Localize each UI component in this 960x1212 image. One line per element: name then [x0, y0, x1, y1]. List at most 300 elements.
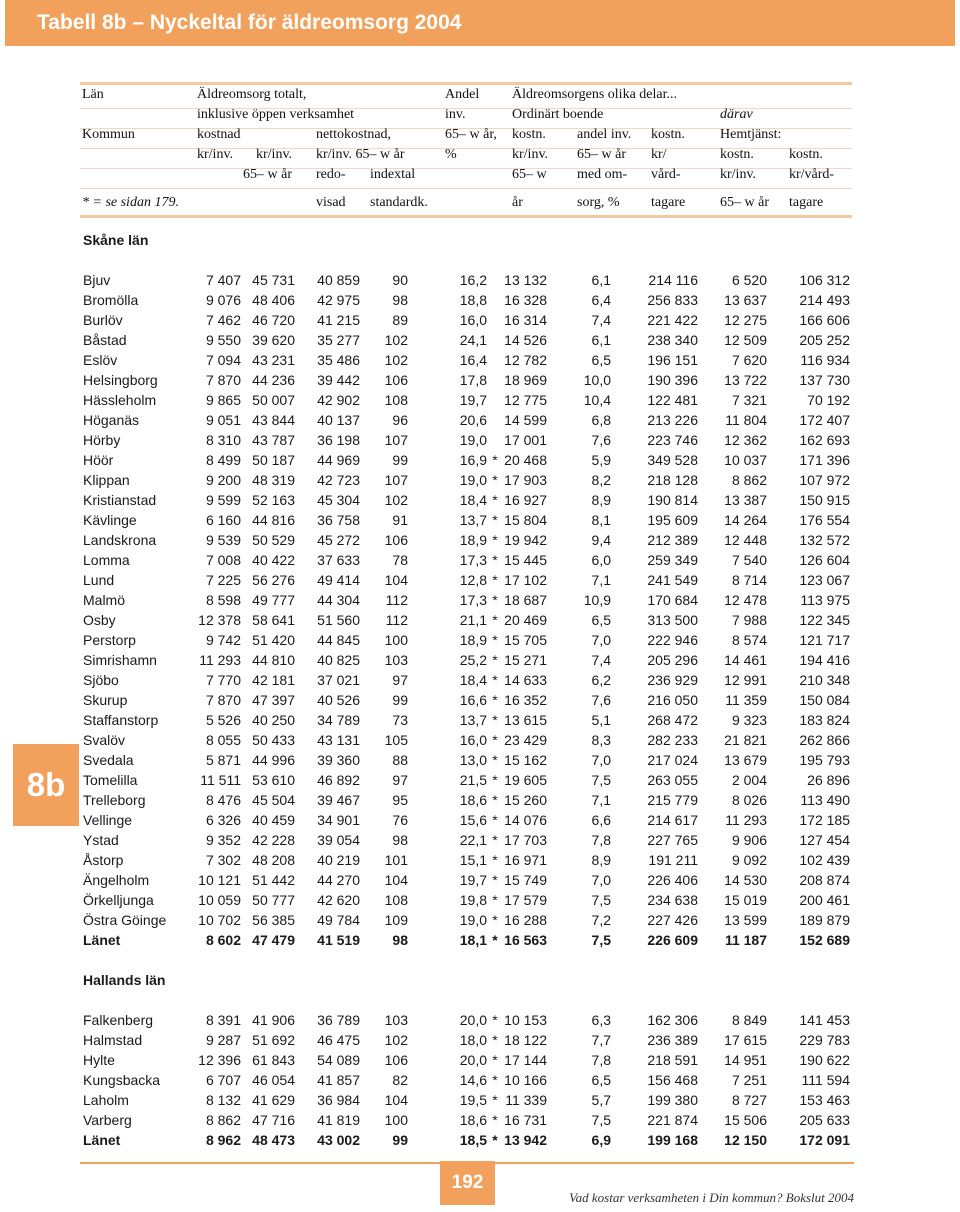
hemtjanst-kr-inv: 17 615 [724, 1032, 767, 1048]
kr-inv-65: 39 620 [252, 332, 295, 348]
table-row [83, 1110, 855, 1130]
footnote-star: * [492, 452, 498, 468]
hemtjanst-kr-vardtagare: 172 407 [799, 412, 850, 428]
kr-inv-65: 47 479 [252, 932, 295, 948]
andel-pct: 18,9 [459, 532, 487, 548]
andel-pct: 15,6 [459, 812, 487, 828]
nettokostnad-65: 36 789 [317, 1012, 360, 1028]
indextal: 104 [384, 572, 408, 588]
kostnad-kr-inv: 7 302 [205, 852, 241, 868]
hemtjanst-kr-inv: 13 387 [724, 492, 767, 508]
footnote-star: * [492, 632, 498, 648]
kr-vardtagare: 282 233 [647, 732, 698, 748]
total-row [83, 1130, 855, 1150]
andel-pct: 13,7 [459, 712, 487, 728]
footnote-star: * [492, 592, 498, 608]
indextal: 102 [384, 352, 408, 368]
andel-pct: 13,0 [459, 752, 487, 768]
nettokostnad-65: 35 486 [317, 352, 360, 368]
indextal: 100 [384, 632, 408, 648]
ordinart-kr-inv: 17 903 [504, 472, 547, 488]
footnote-star: * [492, 552, 498, 568]
hemtjanst-kr-vardtagare: 102 439 [799, 852, 850, 868]
hemtjanst-kr-vardtagare: 171 396 [799, 452, 850, 468]
andel-pct: 16,6 [459, 692, 487, 708]
header-top-rule [80, 82, 852, 85]
kr-inv-65: 40 459 [252, 812, 295, 828]
andel-pct: 25,2 [459, 652, 487, 668]
header-tagare: tagare [651, 195, 686, 210]
indextal: 100 [384, 1112, 408, 1128]
indextal: 107 [384, 472, 408, 488]
header-olika-delar: Äldreomsorgens olika delar... [512, 87, 677, 102]
kr-vardtagare: 259 349 [647, 552, 698, 568]
indextal: 102 [384, 492, 408, 508]
ordinart-kr-inv: 16 971 [504, 852, 547, 868]
hemtjanst-kr-vardtagare: 152 689 [799, 932, 850, 948]
andel-pct: 19,0 [459, 472, 487, 488]
footnote-star: * [492, 672, 498, 688]
kostnad-kr-inv: 9 865 [205, 392, 241, 408]
andel-med-omsorg: 6,1 [591, 272, 611, 288]
nettokostnad-65: 39 442 [317, 372, 360, 388]
andel-pct: 18,6 [459, 1112, 487, 1128]
kr-inv-65: 50 187 [252, 452, 295, 468]
header-andel-inv: andel inv. [577, 127, 632, 142]
indextal: 105 [384, 732, 408, 748]
ordinart-kr-inv: 10 166 [504, 1072, 547, 1088]
andel-med-omsorg: 7,4 [591, 652, 611, 668]
table-row [83, 590, 855, 610]
data-table [83, 230, 855, 1150]
ordinart-kr-inv: 15 749 [504, 872, 547, 888]
header-med-om: med om- [577, 167, 628, 182]
ordinart-kr-inv: 18 969 [504, 372, 547, 388]
hemtjanst-kr-inv: 11 804 [725, 412, 767, 428]
table-row [83, 650, 855, 670]
header-kr: kr/ [651, 147, 667, 162]
hemtjanst-kr-inv: 11 293 [725, 812, 767, 828]
header-kr-inv-4: kr/inv. [720, 167, 757, 182]
kr-inv-65: 47 397 [252, 692, 295, 708]
kommun-name: Hässleholm [83, 392, 157, 408]
ordinart-kr-inv: 19 942 [504, 532, 547, 548]
andel-med-omsorg: 6,3 [591, 1012, 611, 1028]
kostnad-kr-inv: 9 539 [205, 532, 241, 548]
footnote-star: * [492, 512, 498, 528]
indextal: 78 [392, 552, 408, 568]
nettokostnad-65: 42 723 [317, 472, 360, 488]
indextal: 89 [392, 312, 408, 328]
hemtjanst-kr-vardtagare: 210 348 [799, 672, 850, 688]
table-row [83, 1050, 855, 1070]
kommun-name: Staffanstorp [83, 712, 159, 728]
hemtjanst-kr-inv: 8 714 [731, 572, 767, 588]
andel-pct: 19,0 [459, 912, 487, 928]
nettokostnad-65: 42 902 [317, 392, 360, 408]
kr-inv-65: 41 906 [252, 1012, 295, 1028]
kr-vardtagare: 227 426 [647, 912, 698, 928]
table-row [83, 630, 855, 650]
header-indextal: indextal [370, 167, 416, 182]
kostnad-kr-inv: 9 200 [205, 472, 241, 488]
ordinart-kr-inv: 13 942 [504, 1132, 547, 1148]
lan-name: Hallands län [83, 972, 166, 988]
andel-med-omsorg: 7,2 [591, 912, 611, 928]
kommun-name: Laholm [83, 1092, 129, 1108]
andel-pct: 21,5 [459, 772, 487, 788]
andel-med-omsorg: 10,4 [583, 392, 611, 408]
andel-pct: 20,6 [459, 412, 487, 428]
kostnad-kr-inv: 8 310 [205, 432, 241, 448]
hemtjanst-kr-inv: 14 461 [724, 652, 767, 668]
footnote-star: * [492, 912, 498, 928]
andel-pct: 18,8 [459, 292, 487, 308]
hemtjanst-kr-vardtagare: 141 453 [799, 1012, 850, 1028]
kostnad-kr-inv: 11 293 [199, 652, 241, 668]
andel-pct: 16,0 [459, 312, 487, 328]
kommun-name: Åstorp [83, 852, 124, 868]
nettokostnad-65: 42 975 [317, 292, 360, 308]
hemtjanst-kr-inv: 13 599 [724, 912, 767, 928]
section-heading [83, 230, 855, 250]
nettokostnad-65: 36 198 [317, 432, 360, 448]
indextal: 73 [392, 712, 408, 728]
andel-pct: 14,6 [459, 1072, 487, 1088]
ordinart-kr-inv: 17 001 [504, 432, 547, 448]
footnote-star: * [492, 712, 498, 728]
kommun-name: Halmstad [83, 1032, 143, 1048]
nettokostnad-65: 44 845 [317, 632, 360, 648]
ordinart-kr-inv: 19 605 [504, 772, 547, 788]
hemtjanst-kr-vardtagare: 229 783 [799, 1032, 850, 1048]
kr-vardtagare: 221 422 [647, 312, 698, 328]
indextal: 106 [384, 1052, 408, 1068]
kr-inv-65: 44 996 [252, 752, 295, 768]
hemtjanst-kr-inv: 8 026 [731, 792, 767, 808]
kostnad-kr-inv: 5 526 [205, 712, 241, 728]
nettokostnad-65: 43 131 [317, 732, 360, 748]
nettokostnad-65: 36 758 [317, 512, 360, 528]
footnote-star: * [492, 752, 498, 768]
nettokostnad-65: 44 270 [317, 872, 360, 888]
kr-inv-65: 51 692 [252, 1032, 295, 1048]
indextal: 98 [392, 832, 408, 848]
kommun-name: Hörby [83, 432, 121, 448]
header-kommun: Kommun [82, 127, 135, 142]
indextal: 91 [392, 512, 408, 528]
kr-inv-65: 52 163 [252, 492, 295, 508]
kr-vardtagare: 122 481 [647, 392, 698, 408]
andel-med-omsorg: 7,7 [591, 1032, 611, 1048]
kommun-name: Falkenberg [83, 1012, 154, 1028]
header-ar: år [512, 195, 523, 210]
kr-vardtagare: 195 609 [647, 512, 698, 528]
kr-inv-65: 48 473 [252, 1132, 295, 1148]
hemtjanst-kr-inv: 9 323 [731, 712, 767, 728]
nettokostnad-65: 37 021 [317, 672, 360, 688]
kommun-name: Båstad [83, 332, 127, 348]
kommun-name: Simrishamn [83, 652, 157, 668]
hemtjanst-kr-vardtagare: 132 572 [799, 532, 850, 548]
table-row [83, 770, 855, 790]
ordinart-kr-inv: 14 633 [504, 672, 547, 688]
andel-pct: 16,2 [459, 272, 487, 288]
kommun-name: Lund [83, 572, 115, 588]
hemtjanst-kr-vardtagare: 189 879 [799, 912, 850, 928]
hemtjanst-kr-inv: 12 362 [724, 432, 767, 448]
andel-med-omsorg: 6,9 [591, 1132, 611, 1148]
kr-vardtagare: 313 500 [647, 612, 698, 628]
footnote-star: * [492, 472, 498, 488]
table-row [83, 490, 855, 510]
ordinart-kr-inv: 11 339 [505, 1092, 547, 1108]
footnote-star: * [492, 1092, 498, 1108]
footnote-star: * [492, 872, 498, 888]
kr-vardtagare: 263 055 [647, 772, 698, 788]
hemtjanst-kr-vardtagare: 200 461 [799, 892, 850, 908]
kr-inv-65: 56 385 [252, 912, 295, 928]
andel-med-omsorg: 6,5 [591, 1072, 611, 1088]
andel-med-omsorg: 7,1 [591, 792, 611, 808]
indextal: 108 [384, 392, 408, 408]
row-spacer [83, 250, 855, 270]
nettokostnad-65: 40 219 [317, 852, 360, 868]
table-row [83, 850, 855, 870]
kr-vardtagare: 190 396 [647, 372, 698, 388]
ordinart-kr-inv: 15 445 [504, 552, 547, 568]
kostnad-kr-inv: 12 396 [198, 1052, 241, 1068]
nettokostnad-65: 49 414 [317, 572, 360, 588]
nettokostnad-65: 41 519 [317, 932, 360, 948]
kr-inv-65: 50 529 [252, 532, 295, 548]
table-row [83, 810, 855, 830]
table-row [83, 290, 855, 310]
kostnad-kr-inv: 9 550 [205, 332, 241, 348]
hemtjanst-kr-vardtagare: 153 463 [799, 1092, 850, 1108]
footnote-star: * [492, 492, 498, 508]
hemtjanst-kr-inv: 2 004 [731, 772, 767, 788]
andel-med-omsorg: 7,5 [591, 892, 611, 908]
header-tagare-2: tagare [789, 195, 824, 210]
kr-vardtagare: 226 406 [647, 872, 698, 888]
andel-med-omsorg: 7,5 [591, 1112, 611, 1128]
table-row [83, 1090, 855, 1110]
table-row [83, 890, 855, 910]
kostnad-kr-inv: 8 602 [205, 932, 241, 948]
andel-pct: 13,7 [459, 512, 487, 528]
hemtjanst-kr-vardtagare: 205 633 [799, 1112, 850, 1128]
header-kr-inv-3: kr/inv. [512, 147, 549, 162]
ordinart-kr-inv: 14 599 [504, 412, 547, 428]
row-spacer [83, 950, 855, 970]
kommun-name: Sjöbo [83, 672, 119, 688]
andel-pct: 17,3 [459, 552, 487, 568]
nettokostnad-65: 49 784 [317, 912, 360, 928]
kommun-name: Tomelilla [83, 772, 138, 788]
kommun-name: Höör [83, 452, 114, 468]
kr-inv-65: 40 422 [252, 552, 295, 568]
kostnad-kr-inv: 9 742 [205, 632, 241, 648]
table-row [83, 1070, 855, 1090]
andel-pct: 19,7 [459, 392, 487, 408]
kr-inv-65: 46 720 [252, 312, 295, 328]
andel-pct: 18,0 [459, 1032, 487, 1048]
kr-inv-65: 45 504 [252, 792, 295, 808]
kommun-name: Bjuv [83, 272, 111, 288]
andel-med-omsorg: 7,0 [591, 752, 611, 768]
ordinart-kr-inv: 16 288 [504, 912, 547, 928]
hemtjanst-kr-inv: 15 506 [724, 1112, 767, 1128]
kr-vardtagare: 212 389 [647, 532, 698, 548]
kommun-name: Landskrona [83, 532, 157, 548]
indextal: 103 [384, 1012, 408, 1028]
kommun-name: Hylte [83, 1052, 115, 1068]
kr-inv-65: 48 319 [252, 472, 295, 488]
kr-inv-65: 42 228 [252, 832, 295, 848]
hemtjanst-kr-inv: 8 849 [731, 1012, 767, 1028]
andel-pct: 19,7 [459, 872, 487, 888]
nettokostnad-65: 44 969 [317, 452, 360, 468]
kr-inv-65: 50 433 [252, 732, 295, 748]
hemtjanst-kr-vardtagare: 113 490 [800, 792, 850, 808]
hemtjanst-kr-inv: 12 509 [724, 332, 767, 348]
kr-vardtagare: 191 211 [648, 852, 698, 868]
nettokostnad-65: 40 825 [317, 652, 360, 668]
kommun-name: Helsingborg [83, 372, 158, 388]
indextal: 102 [384, 1032, 408, 1048]
andel-med-omsorg: 10,9 [583, 592, 611, 608]
table-row [83, 710, 855, 730]
ordinart-kr-inv: 15 260 [504, 792, 547, 808]
indextal: 104 [384, 1092, 408, 1108]
hemtjanst-kr-vardtagare: 150 084 [799, 692, 850, 708]
header-inklusive: inklusive öppen verksamhet [197, 107, 355, 122]
indextal: 102 [384, 332, 408, 348]
kommun-name: Örkelljunga [83, 892, 154, 908]
andel-med-omsorg: 6,0 [591, 552, 611, 568]
hemtjanst-kr-inv: 12 150 [724, 1132, 767, 1148]
kommun-name: Länet [83, 932, 121, 948]
table-row [83, 410, 855, 430]
kostnad-kr-inv: 8 598 [205, 592, 241, 608]
kostnad-kr-inv: 5 871 [205, 752, 241, 768]
table-row [83, 610, 855, 630]
kostnad-kr-inv: 10 702 [198, 912, 241, 928]
ordinart-kr-inv: 14 076 [504, 812, 547, 828]
table-row [83, 390, 855, 410]
footer-note: Vad kostar verksamheten i Din kommun? Bokslut 2004 [569, 1190, 854, 1205]
indextal: 112 [385, 592, 408, 608]
table-row [83, 730, 855, 750]
andel-med-omsorg: 8,9 [591, 492, 611, 508]
kommun-name: Varberg [83, 1112, 132, 1128]
footnote-star: * [492, 1072, 498, 1088]
kostnad-kr-inv: 6 707 [205, 1072, 241, 1088]
table-row [83, 370, 855, 390]
kr-vardtagare: 190 814 [647, 492, 698, 508]
kr-inv-65: 58 641 [252, 612, 295, 628]
kostnad-kr-inv: 7 870 [205, 372, 241, 388]
andel-med-omsorg: 7,5 [591, 772, 611, 788]
table-row [83, 310, 855, 330]
hemtjanst-kr-vardtagare: 176 554 [799, 512, 850, 528]
nettokostnad-65: 39 054 [317, 832, 360, 848]
kommun-name: Perstorp [83, 632, 136, 648]
indextal: 112 [385, 612, 408, 628]
andel-pct: 18,4 [459, 672, 487, 688]
andel-pct: 12,8 [459, 572, 487, 588]
kommun-name: Klippan [83, 472, 130, 488]
andel-med-omsorg: 5,9 [591, 452, 611, 468]
kr-vardtagare: 199 168 [647, 1132, 698, 1148]
andel-pct: 24,1 [459, 332, 487, 348]
kr-vardtagare: 222 946 [647, 632, 698, 648]
andel-pct: 19,5 [459, 1092, 487, 1108]
footnote-star: * [492, 832, 498, 848]
nettokostnad-65: 41 215 [317, 312, 360, 328]
kr-vardtagare: 214 116 [648, 272, 698, 288]
ordinart-kr-inv: 16 731 [504, 1112, 547, 1128]
nettokostnad-65: 42 620 [317, 892, 360, 908]
hemtjanst-kr-inv: 13 637 [724, 292, 767, 308]
andel-pct: 18,5 [459, 1132, 487, 1148]
nettokostnad-65: 39 360 [317, 752, 360, 768]
kommun-name: Svalöv [83, 732, 126, 748]
andel-pct: 19,0 [459, 432, 487, 448]
hemtjanst-kr-vardtagare: 194 416 [799, 652, 850, 668]
hemtjanst-kr-vardtagare: 190 622 [799, 1052, 850, 1068]
kr-inv-65: 61 843 [252, 1052, 295, 1068]
table-row [83, 910, 855, 930]
kostnad-kr-inv: 7 094 [205, 352, 241, 368]
kr-inv-65: 47 716 [252, 1112, 295, 1128]
hemtjanst-kr-vardtagare: 122 345 [799, 612, 850, 628]
kr-inv-65: 49 777 [252, 592, 295, 608]
hemtjanst-kr-inv: 14 530 [724, 872, 767, 888]
kr-inv-65: 41 629 [252, 1092, 295, 1108]
table-row [83, 1010, 855, 1030]
kommun-name: Kävlinge [83, 512, 137, 528]
andel-med-omsorg: 8,2 [591, 472, 611, 488]
nettokostnad-65: 34 789 [317, 712, 360, 728]
andel-pct: 16,0 [459, 732, 487, 748]
kr-vardtagare: 234 638 [647, 892, 698, 908]
hemtjanst-kr-vardtagare: 183 824 [799, 712, 850, 728]
hemtjanst-kr-inv: 7 620 [731, 352, 767, 368]
kommun-name: Kristianstad [83, 492, 157, 508]
kr-inv-65: 42 181 [252, 672, 295, 688]
footnote-star: * [492, 732, 498, 748]
header-65-w: 65– w [512, 167, 547, 182]
kommun-name: Länet [83, 1132, 121, 1148]
kostnad-kr-inv: 7 008 [205, 552, 241, 568]
andel-med-omsorg: 7,0 [591, 872, 611, 888]
header-kostn-3: kostn. [720, 147, 754, 162]
hemtjanst-kr-vardtagare: 137 730 [799, 372, 850, 388]
chapter-tab: 8b [13, 744, 79, 826]
table-row [83, 510, 855, 530]
kostnad-kr-inv: 8 391 [205, 1012, 241, 1028]
indextal: 101 [384, 852, 408, 868]
indextal: 103 [384, 652, 408, 668]
footnote-star: * [492, 652, 498, 668]
ordinart-kr-inv: 20 469 [504, 612, 547, 628]
header-kostn: kostn. [512, 127, 546, 142]
table-row [83, 670, 855, 690]
hemtjanst-kr-inv: 15 019 [724, 892, 767, 908]
kr-inv-65: 50 007 [252, 392, 295, 408]
